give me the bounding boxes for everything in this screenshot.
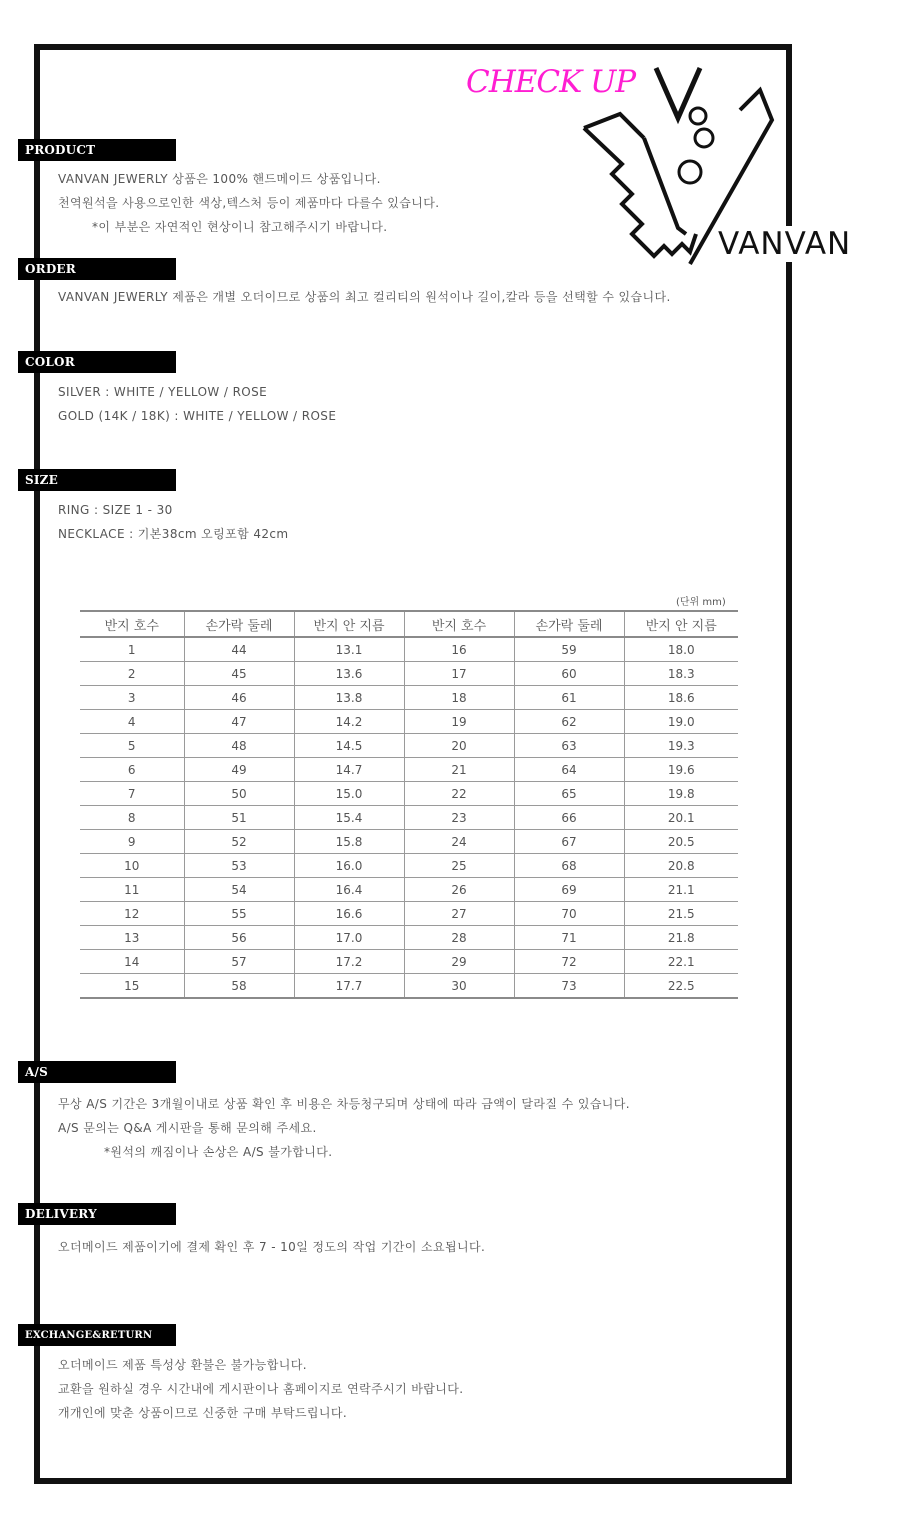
table-cell: 16.4 [294, 878, 404, 902]
table-cell: 48 [184, 734, 294, 758]
table-cell: 69 [514, 878, 624, 902]
table-cell: 72 [514, 950, 624, 974]
section-as-text [58, 1092, 630, 1164]
table-cell: 44 [184, 637, 294, 662]
table-cell: 12 [80, 902, 184, 926]
table-cell: 21 [404, 758, 514, 782]
table-row [80, 902, 738, 926]
table-cell: 19.8 [624, 782, 738, 806]
table-cell: 10 [80, 854, 184, 878]
table-cell: 21.1 [624, 878, 738, 902]
table-cell: 25 [404, 854, 514, 878]
ring-size-table [80, 610, 738, 999]
table-cell: 20 [404, 734, 514, 758]
table-cell: 22.1 [624, 950, 738, 974]
table-row [80, 637, 738, 662]
table-cell: 73 [514, 974, 624, 999]
section-label-exchange-return: EXCHANGE&RETURN [18, 1324, 176, 1346]
table-cell: 62 [514, 710, 624, 734]
section-label-color: COLOR [18, 351, 176, 373]
table-cell: 26 [404, 878, 514, 902]
table-cell: 17.0 [294, 926, 404, 950]
table-cell: 18.3 [624, 662, 738, 686]
table-cell: 9 [80, 830, 184, 854]
table-header-row [80, 611, 738, 637]
section-label-size: SIZE [18, 469, 176, 491]
exchange-line: 개개인에 맞춘 상품이므로 신중한 구매 부탁드립니다. [58, 1406, 348, 1420]
vanvan-brand-text: VANVAN [718, 226, 852, 262]
table-row [80, 926, 738, 950]
table-cell: 13.8 [294, 686, 404, 710]
exchange-line: 오더메이드 제품 특성상 환불은 불가능합니다. [58, 1358, 307, 1372]
table-cell: 70 [514, 902, 624, 926]
table-cell: 64 [514, 758, 624, 782]
table-cell: 18.0 [624, 637, 738, 662]
table-cell: 21.8 [624, 926, 738, 950]
table-cell: 16.6 [294, 902, 404, 926]
as-line: 무상 A/S 기간은 3개월이내로 상품 확인 후 비용은 차등청구되며 상태에 따라 금액이 달라질 수 있습니다. [58, 1097, 631, 1111]
table-cell: 20.5 [624, 830, 738, 854]
table-cell: 61 [514, 686, 624, 710]
table-cell: 19 [404, 710, 514, 734]
table-cell: 45 [184, 662, 294, 686]
section-order-text [58, 285, 671, 309]
table-cell: 47 [184, 710, 294, 734]
table-cell: 15.0 [294, 782, 404, 806]
table-row [80, 782, 738, 806]
table-cell: 18 [404, 686, 514, 710]
size-line: RING : SIZE 1 - 30 [58, 503, 173, 517]
table-row [80, 734, 738, 758]
table-cell: 68 [514, 854, 624, 878]
table-cell: 4 [80, 710, 184, 734]
table-cell: 3 [80, 686, 184, 710]
delivery-line: 오더메이드 제품이기에 결제 확인 후 7 - 10일 정도의 작업 기간이 소요됩니다. [58, 1240, 486, 1254]
table-cell: 17.7 [294, 974, 404, 999]
table-cell: 22.5 [624, 974, 738, 999]
table-cell: 16 [404, 637, 514, 662]
section-exchange-text [58, 1353, 463, 1425]
table-row [80, 710, 738, 734]
table-header: 손가락 둘레 [514, 611, 624, 637]
table-cell: 30 [404, 974, 514, 999]
table-cell: 14.5 [294, 734, 404, 758]
table-cell: 17 [404, 662, 514, 686]
table-cell: 2 [80, 662, 184, 686]
table-cell: 13.6 [294, 662, 404, 686]
product-line: VANVAN JEWERLY 상품은 100% 핸드메이드 상품입니다. [58, 172, 381, 186]
section-delivery-text [58, 1235, 485, 1259]
table-row [80, 950, 738, 974]
section-label-product: PRODUCT [18, 139, 176, 161]
table-cell: 16.0 [294, 854, 404, 878]
table-cell: 65 [514, 782, 624, 806]
table-cell: 53 [184, 854, 294, 878]
table-cell: 66 [514, 806, 624, 830]
table-cell: 5 [80, 734, 184, 758]
table-cell: 13 [80, 926, 184, 950]
as-line: A/S 문의는 Q&A 게시판을 통해 문의해 주세요. [58, 1121, 317, 1135]
order-line: VANVAN JEWERLY 제품은 개별 오더이므로 상품의 최고 컬리티의 원석이나 길이,칼라 등을 선택할 수 있습니다. [58, 290, 671, 304]
table-cell: 52 [184, 830, 294, 854]
table-cell: 57 [184, 950, 294, 974]
table-cell: 60 [514, 662, 624, 686]
table-cell: 49 [184, 758, 294, 782]
table-header: 반지 호수 [404, 611, 514, 637]
table-cell: 14.7 [294, 758, 404, 782]
table-row [80, 878, 738, 902]
table-cell: 63 [514, 734, 624, 758]
table-row [80, 686, 738, 710]
table-cell: 22 [404, 782, 514, 806]
table-cell: 27 [404, 902, 514, 926]
table-cell: 56 [184, 926, 294, 950]
table-cell: 23 [404, 806, 514, 830]
table-cell: 8 [80, 806, 184, 830]
table-cell: 21.5 [624, 902, 738, 926]
table-cell: 28 [404, 926, 514, 950]
table-cell: 13.1 [294, 637, 404, 662]
section-size-text [58, 498, 289, 546]
table-cell: 46 [184, 686, 294, 710]
table-cell: 7 [80, 782, 184, 806]
table-row [80, 974, 738, 999]
table-row [80, 662, 738, 686]
table-cell: 51 [184, 806, 294, 830]
table-cell: 59 [514, 637, 624, 662]
table-cell: 58 [184, 974, 294, 999]
table-cell: 6 [80, 758, 184, 782]
table-header: 반지 안 지름 [624, 611, 738, 637]
section-color-text [58, 380, 336, 428]
color-line: GOLD (14K / 18K) : WHITE / YELLOW / ROSE [58, 409, 337, 423]
table-cell: 50 [184, 782, 294, 806]
table-cell: 55 [184, 902, 294, 926]
table-body [80, 637, 738, 998]
table-cell: 24 [404, 830, 514, 854]
table-cell: 54 [184, 878, 294, 902]
table-header: 손가락 둘레 [184, 611, 294, 637]
as-note: *원석의 깨짐이나 손상은 A/S 불가합니다. [104, 1145, 333, 1159]
section-product-text [58, 167, 440, 239]
table-cell: 17.2 [294, 950, 404, 974]
table-cell: 14.2 [294, 710, 404, 734]
table-cell: 1 [80, 637, 184, 662]
table-cell: 14 [80, 950, 184, 974]
table-cell: 15.8 [294, 830, 404, 854]
table-cell: 15 [80, 974, 184, 999]
table-cell: 20.1 [624, 806, 738, 830]
table-header: 반지 호수 [80, 611, 184, 637]
table-row [80, 854, 738, 878]
section-label-delivery: DELIVERY [18, 1203, 176, 1225]
table-cell: 15.4 [294, 806, 404, 830]
table-row [80, 830, 738, 854]
exchange-line: 교환을 원하실 경우 시간내에 게시판이나 홈페이지로 연락주시기 바랍니다. [58, 1382, 464, 1396]
table-cell: 19.0 [624, 710, 738, 734]
table-row [80, 758, 738, 782]
size-table-unit: (단위 mm) [676, 597, 726, 608]
table-header: 반지 안 지름 [294, 611, 404, 637]
table-cell: 71 [514, 926, 624, 950]
color-line: SILVER : WHITE / YELLOW / ROSE [58, 385, 268, 399]
table-cell: 19.6 [624, 758, 738, 782]
table-cell: 18.6 [624, 686, 738, 710]
table-row [80, 806, 738, 830]
table-cell: 11 [80, 878, 184, 902]
table-cell: 67 [514, 830, 624, 854]
product-note: *이 부분은 자연적인 현상이니 참고해주시기 바랍니다. [92, 220, 388, 234]
check-up-title: CHECK UP [462, 64, 639, 100]
size-line: NECKLACE : 기본38cm 오링포함 42cm [58, 527, 289, 541]
product-line: 천역원석을 사용으로인한 색상,텍스처 등이 제품마다 다를수 있습니다. [58, 196, 440, 210]
section-label-as: A/S [18, 1061, 176, 1083]
table-cell: 20.8 [624, 854, 738, 878]
table-cell: 19.3 [624, 734, 738, 758]
section-label-order: ORDER [18, 258, 176, 280]
table-cell: 29 [404, 950, 514, 974]
